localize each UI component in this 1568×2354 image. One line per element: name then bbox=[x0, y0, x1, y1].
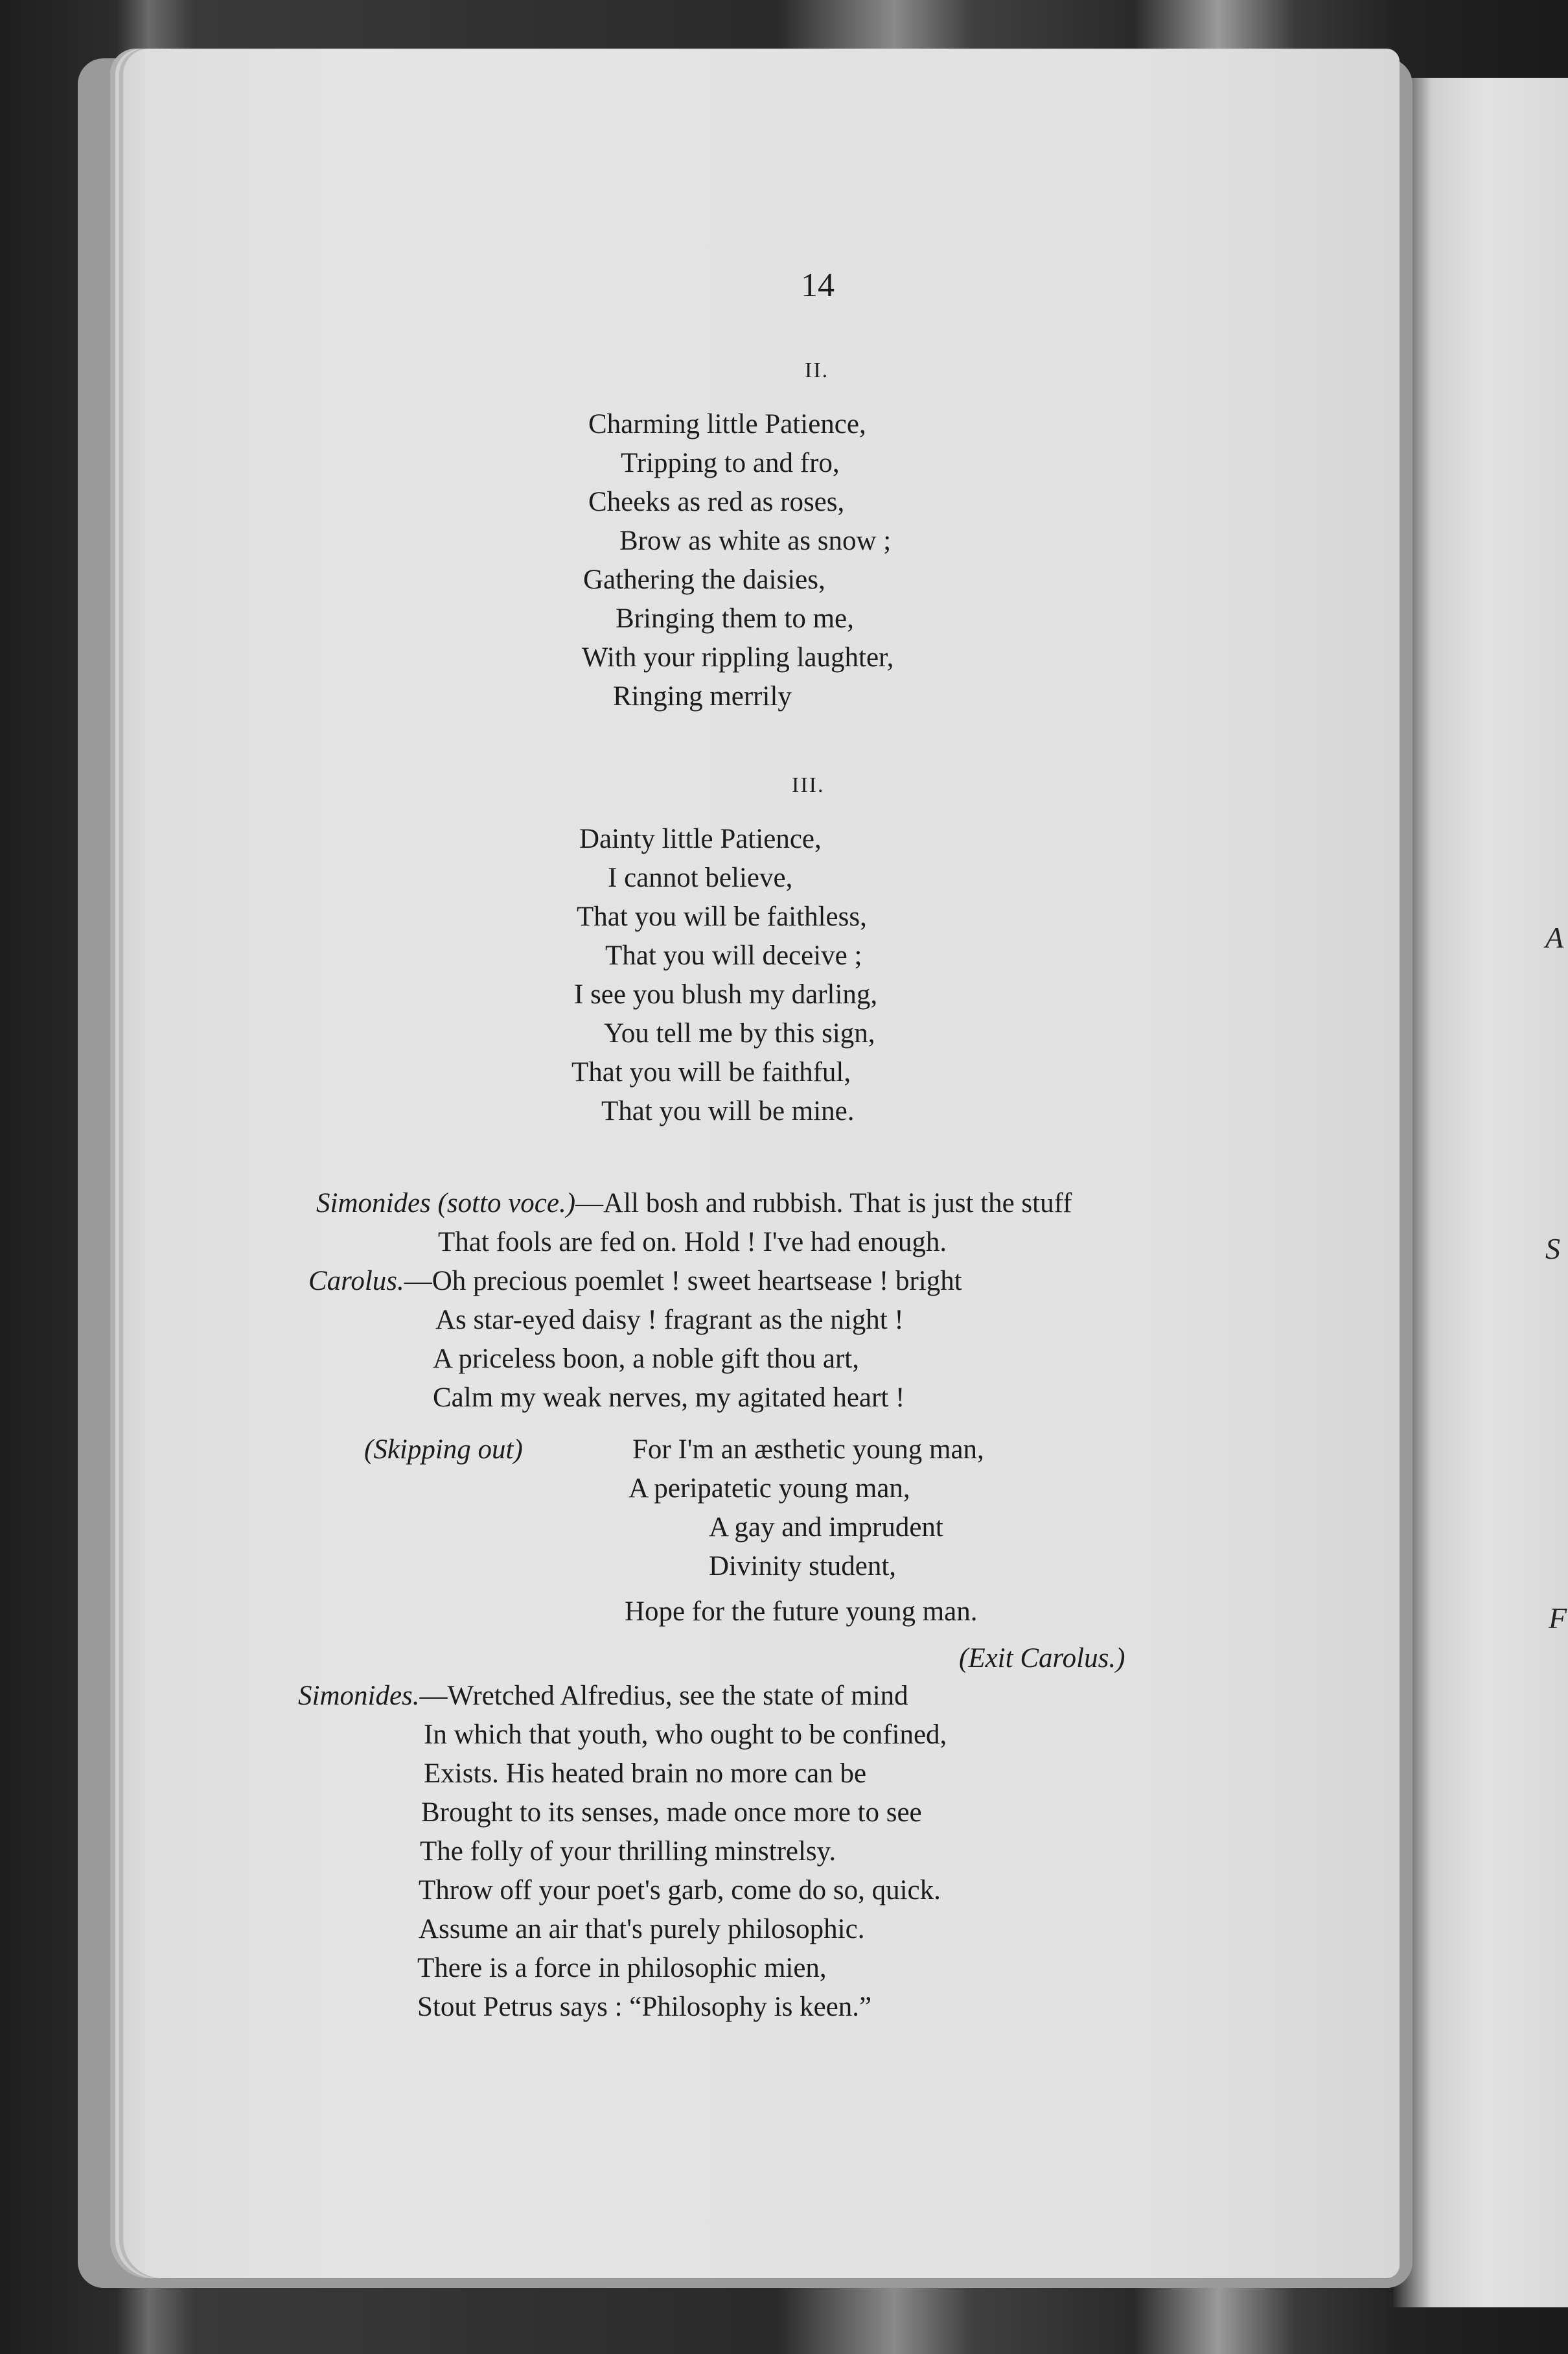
speaker-name: Carolus. bbox=[308, 1266, 404, 1296]
verse-line: Charming little Patience, bbox=[588, 409, 866, 439]
song-line: A gay and imprudent bbox=[709, 1512, 943, 1543]
dialogue-line: Throw off your poet's garb, come do so, quick. bbox=[419, 1875, 941, 1905]
verse-line: Bringing them to me, bbox=[616, 603, 854, 634]
verse-line: That you will be mine. bbox=[601, 1096, 855, 1126]
song-line: Divinity student, bbox=[709, 1551, 897, 1581]
verse-line: With your rippling laughter, bbox=[582, 642, 894, 673]
verse-line: Dainty little Patience, bbox=[579, 824, 822, 854]
verse-line: That you will be faithful, bbox=[571, 1057, 851, 1088]
speaker-name: Simonides. bbox=[298, 1681, 420, 1711]
dialogue-line: Brought to its senses, made once more to see bbox=[421, 1797, 922, 1828]
dialogue-line bbox=[308, 1267, 962, 1295]
verse-line: Gathering the daisies, bbox=[583, 565, 825, 595]
verse-line: I cannot believe, bbox=[608, 863, 793, 893]
stage-direction: (Exit Carolus.) bbox=[959, 1643, 1125, 1673]
verse-line: Ringing merrily bbox=[613, 681, 792, 712]
speech-text: —Wretched Alfredius, see the state of mind bbox=[419, 1681, 908, 1711]
speech-text: —Oh precious poemlet ! sweet heartsease ! bright bbox=[404, 1266, 962, 1296]
dialogue-line: That fools are fed on. Hold ! I've had enough. bbox=[438, 1227, 947, 1257]
verse-line: I see you blush my darling, bbox=[574, 979, 878, 1010]
dialogue-line: A priceless boon, a noble gift thou art, bbox=[433, 1344, 859, 1374]
stanza-numeral: II. bbox=[805, 358, 829, 382]
dialogue-line: Assume an air that's purely philosophic. bbox=[419, 1914, 865, 1944]
dialogue-line: Stout Petrus says : “Philosophy is keen.” bbox=[417, 1992, 872, 2022]
verse-line: Cheeks as red as roses, bbox=[588, 487, 845, 517]
song-line: Hope for the future young man. bbox=[625, 1596, 978, 1627]
adjacent-page-letter: A bbox=[1545, 921, 1564, 954]
book-page bbox=[110, 49, 1400, 2278]
verse-line: You tell me by this sign, bbox=[604, 1018, 875, 1049]
dialogue-line bbox=[316, 1189, 1072, 1217]
speech-text: —All bosh and rubbish. That is just the stuff bbox=[575, 1188, 1072, 1218]
adjacent-page-letter: F bbox=[1549, 1602, 1567, 1635]
dialogue-line: As star-eyed daisy ! fragrant as the night ! bbox=[435, 1305, 904, 1335]
stanza-numeral: III. bbox=[792, 773, 825, 797]
dialogue-line bbox=[298, 1682, 908, 1710]
song-line: For I'm an æsthetic young man, bbox=[632, 1434, 984, 1465]
dialogue-line: Calm my weak nerves, my agitated heart ! bbox=[433, 1382, 905, 1413]
verse-line: That you will be faithless, bbox=[577, 902, 867, 932]
page-number: 14 bbox=[801, 267, 835, 304]
stage-direction: (Skipping out) bbox=[364, 1434, 523, 1465]
verse-line: Tripping to and fro, bbox=[621, 448, 840, 478]
dialogue-line: In which that youth, who ought to be confined, bbox=[424, 1719, 947, 1750]
dialogue-line: The folly of your thrilling minstrelsy. bbox=[420, 1836, 836, 1867]
adjacent-page-edge bbox=[1393, 78, 1568, 2307]
adjacent-page-letter: S bbox=[1545, 1232, 1560, 1265]
verse-line: Brow as white as snow ; bbox=[619, 526, 892, 556]
speaker-name: Simonides (sotto voce.) bbox=[316, 1188, 576, 1218]
song-line: A peripatetic young man, bbox=[628, 1473, 910, 1504]
dialogue-line: Exists. His heated brain no more can be bbox=[424, 1758, 867, 1789]
dialogue-line: There is a force in philosophic mien, bbox=[417, 1953, 827, 1983]
verse-line: That you will deceive ; bbox=[605, 940, 862, 971]
